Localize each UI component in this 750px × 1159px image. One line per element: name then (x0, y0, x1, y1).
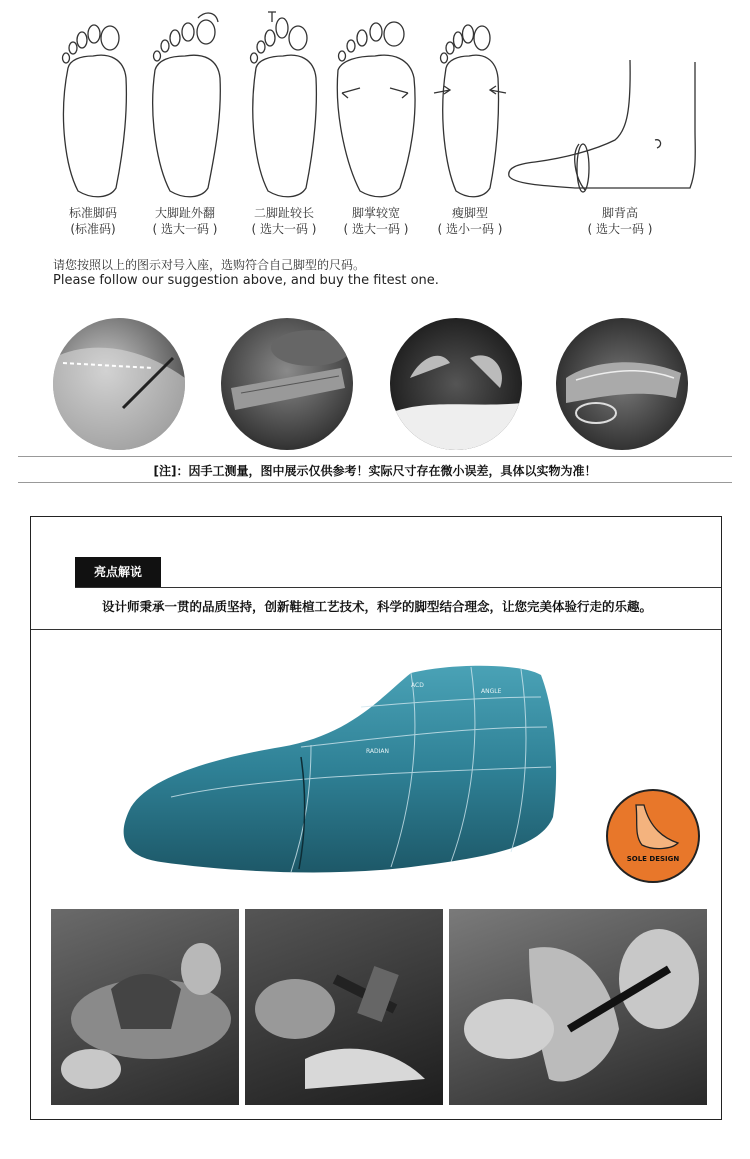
wide-foot-icon (330, 8, 420, 198)
sole-design-badge (606, 789, 700, 883)
foot-type-advice: ( 选大一码 ) (587, 222, 653, 236)
last-label-radian: RADIAN (366, 748, 390, 755)
craft-photo-pliers (449, 909, 707, 1105)
standard-foot-icon (48, 8, 138, 198)
highlight-underline (75, 587, 721, 588)
foot-type-label: 二脚趾较长 (253, 206, 314, 220)
foot-type-label: 大脚趾外翻 (154, 206, 215, 220)
divider-top (18, 456, 732, 457)
last-label-angle: ANGLE (481, 688, 502, 695)
shoe-last-image (111, 657, 591, 887)
divider-bottom (18, 482, 732, 483)
foot-type-label: 瘦脚型 (451, 206, 488, 220)
foot-type-advice: ( 选小一码 ) (437, 222, 503, 236)
craft-photo-filing (221, 318, 353, 450)
highlight-panel (30, 516, 722, 1120)
last-label-acd: ACD (411, 682, 424, 689)
high-instep-foot-icon (505, 50, 700, 200)
highlight-description: 设计师秉承一贯的品质坚持，创新鞋楦工艺技术，科学的脚型结合理念，让您完美体验行走的乐趣。 (101, 599, 652, 614)
foot-type-advice: ( 选大一码 ) (152, 222, 218, 236)
panel-divider (31, 629, 721, 630)
craft-photo-lasting (556, 318, 688, 450)
foot-type-label: 标准脚码 (68, 206, 117, 220)
foot-arch-icon (624, 801, 684, 853)
slim-foot-icon (424, 8, 514, 198)
size-suggestion-en: Please follow our suggestion above, and buy the fitest one. (53, 273, 439, 288)
long-second-toe-foot-icon (238, 8, 328, 198)
craft-photo-stitching (53, 318, 185, 450)
measurement-disclaimer: [注]：因手工测量，图中展示仅供参考！实际尺寸存在微小误差，具体以实物为准！ (153, 464, 597, 478)
craft-photo-cutting (390, 318, 522, 450)
craft-photo-hammering (245, 909, 443, 1105)
size-suggestion-cn: 请您按照以上的图示对号入座，选购符合自己脚型的尺码。 (53, 258, 366, 272)
foot-type-advice: (标准码) (70, 222, 116, 236)
bunion-foot-icon (140, 8, 230, 198)
foot-type-label: 脚掌较宽 (351, 206, 400, 220)
badge-text: SOLE DESIGN (626, 855, 680, 863)
craft-photo-sewing (51, 909, 239, 1105)
foot-type-advice: ( 选大一码 ) (251, 222, 317, 236)
highlight-tag: 亮点解说 (75, 557, 161, 587)
foot-type-advice: ( 选大一码 ) (343, 222, 409, 236)
foot-type-label: 脚背高 (601, 206, 638, 220)
